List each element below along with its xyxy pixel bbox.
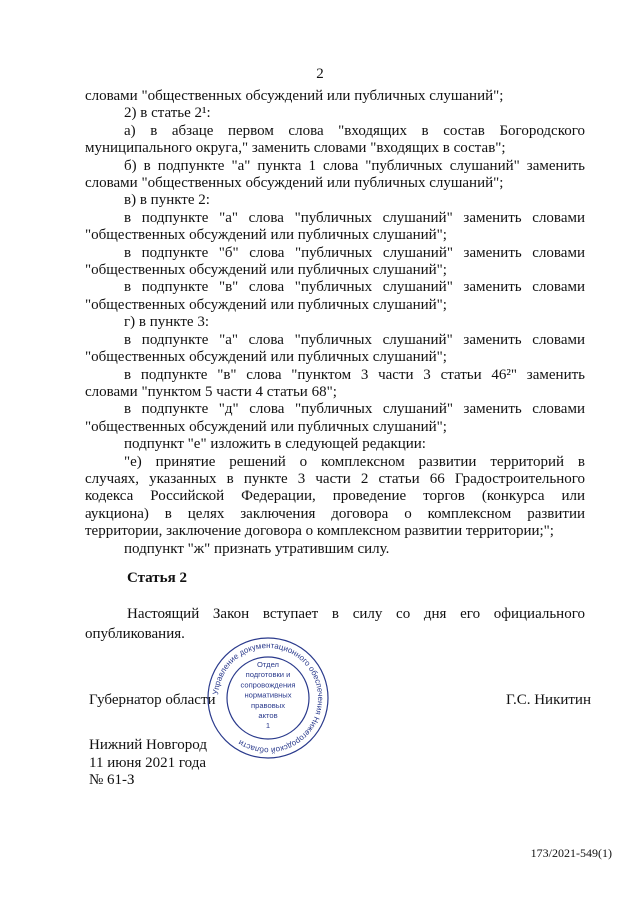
- text-line: подпункт "ж" признать утратившим силу.: [124, 540, 390, 557]
- text-line: кодекса Российской Федерации, проведение торгов (конкурса или: [85, 488, 585, 505]
- text-line: "общественных обсуждений или публичных слушаний";: [85, 227, 447, 244]
- text-line: "общественных обсуждений или публичных слушаний";: [85, 349, 447, 366]
- text-line: Настоящий Закон вступает в силу со дня его официального: [127, 606, 585, 622]
- stamp-center-line: Отдел: [257, 660, 279, 669]
- text-line: аукциона) в целях заключения договора о комплексном развитии: [85, 505, 585, 522]
- article-heading: Статья 2: [127, 570, 187, 586]
- stamp-center-line: актов: [258, 711, 278, 720]
- text-line: в подпункте "б" слова "публичных слушаний" заменить словами: [124, 244, 585, 261]
- stamp-center-line: правовых: [250, 700, 286, 710]
- registration-code: 173/2021-549(1): [530, 846, 612, 860]
- text-line: в подпункте "а" слова "публичных слушаний" заменить словами: [124, 331, 585, 348]
- governor-name: Г.С. Никитин: [505, 692, 591, 708]
- signing-place: Нижний Новгород: [89, 737, 207, 753]
- text-line: г) в пункте 3:: [124, 314, 210, 331]
- text-line: в подпункте "в" слова "публичных слушаний" заменить словами: [124, 279, 585, 296]
- text-line: подпункт "е" изложить в следующей редакции:: [124, 436, 426, 453]
- text-line: муниципального округа," заменить словами "входящих в состав";: [85, 140, 506, 157]
- page-number: 2: [316, 66, 324, 82]
- text-line: в) в пункте 2:: [124, 192, 210, 209]
- stamp-center-line: нормативных: [244, 690, 292, 700]
- text-line: в подпункте "д" слова "публичных слушаний" заменить словами: [124, 401, 585, 418]
- text-line: территории, заключение договора о комплексном развитии территории;";: [85, 523, 554, 540]
- closing-paragraph: [85, 604, 585, 644]
- text-line: опубликования.: [85, 626, 185, 642]
- text-line: б) в подпункте "а" пункта 1 слова "публичных слушаний" заменить: [124, 157, 585, 174]
- stamp-ring-text: Управление документационного обеспечения Нижегородской области: [211, 640, 326, 756]
- stamp-center-line: подготовки и: [245, 670, 291, 680]
- document-body: [85, 88, 585, 558]
- text-line: словами "общественных обсуждений или публичных слушаний";: [85, 88, 504, 104]
- signing-date: 11 июня 2021 года: [89, 754, 206, 771]
- text-line: "е) принятие решений о комплексном развитии территорий в: [124, 453, 585, 470]
- governor-title: Губернатор области: [89, 692, 216, 708]
- text-line: "общественных обсуждений или публичных слушаний";: [85, 296, 447, 313]
- text-line: словами "пунктом 5 части 4 статьи 68";: [85, 383, 337, 400]
- stamp-center-line: 1: [265, 721, 271, 731]
- text-line: "общественных обсуждений или публичных слушаний";: [85, 262, 447, 279]
- law-number: № 61-З: [89, 772, 135, 788]
- text-line: словами "общественных обсуждений или публичных слушаний";: [85, 175, 504, 192]
- text-line: 2) в статье 2¹:: [124, 105, 211, 122]
- signing-details: [89, 737, 207, 790]
- text-line: а) в абзаце первом слова "входящих в состав Богородского: [124, 122, 585, 139]
- text-line: случаях, указанных в пункте 3 части 2 статьи 66 Градостроительного: [85, 470, 585, 487]
- text-line: в подпункте "в" слова "пунктом 3 части 3 статьи 46²" заменить: [124, 366, 585, 383]
- stamp-center-line: сопровождения: [240, 680, 296, 690]
- text-line: "общественных обсуждений или публичных слушаний";: [85, 418, 447, 435]
- official-stamp: [206, 636, 330, 760]
- text-line: в подпункте "а" слова "публичных слушаний" заменить словами: [124, 209, 585, 226]
